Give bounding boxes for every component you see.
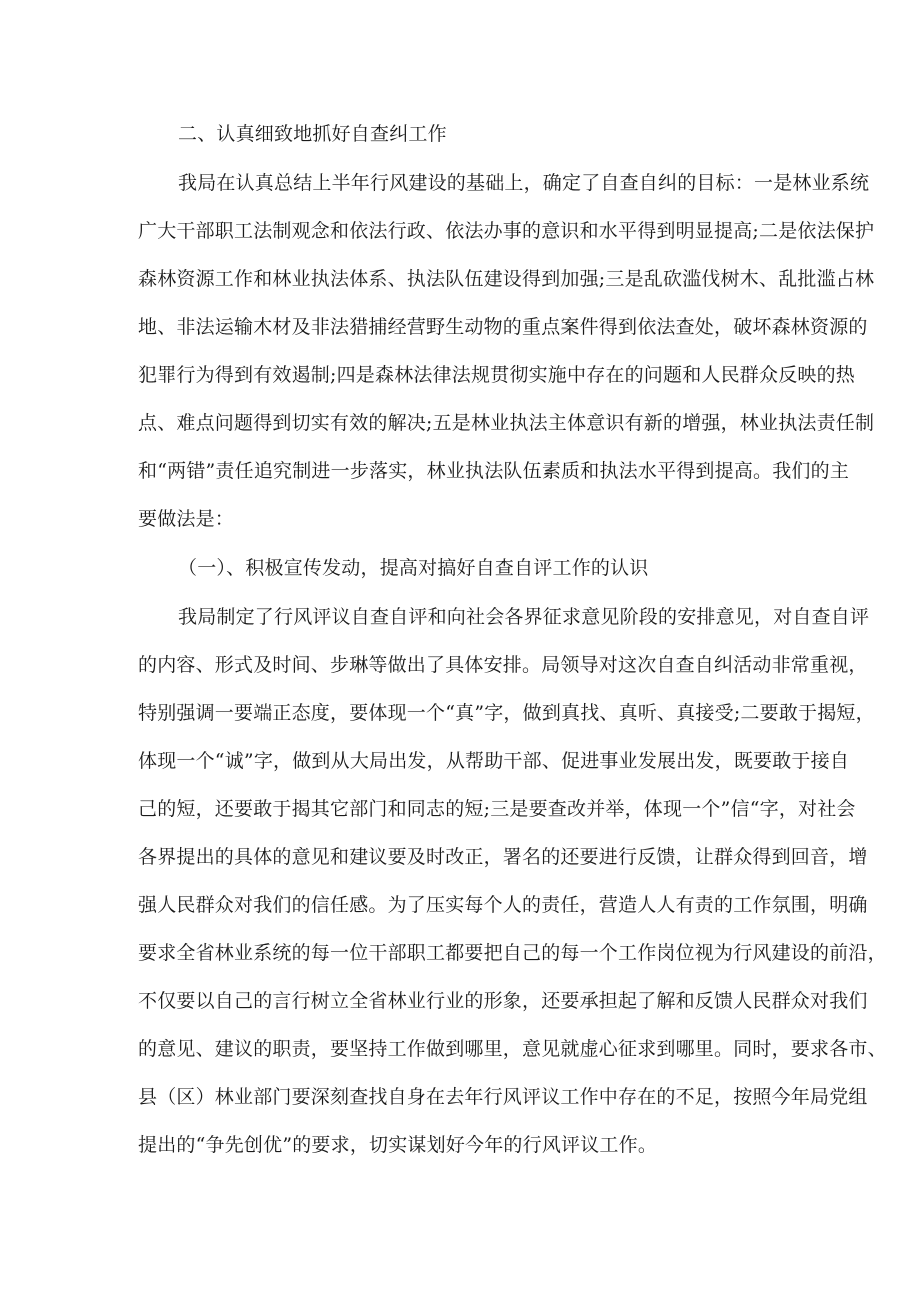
paragraph-line: 的意见、建议的职责，要坚持工作做到哪里，意见就虚心征求到哪里。同时，要求各市、 <box>138 1038 887 1060</box>
paragraph-line: 我局制定了行风评议自查自评和向社会各界征求意见阶段的安排意见，对自查自评 <box>178 606 870 628</box>
paragraph-line: 体现一个“诚”字，做到从大局出发，从帮助干部、促进事业发展出发，既要敢于接自 <box>138 750 850 772</box>
paragraph-line: 己的短，还要敢于揭其它部门和同志的短;三是要查改并举，体现一个”信“字，对社会 <box>138 798 856 820</box>
paragraph-line: 和“两错”责任追究制进一步落实，林业执法队伍素质和执法水平得到提高。我们的主 <box>138 460 850 482</box>
paragraph-line: 森林资源工作和林业执法体系、执法队伍建设得到加强;三是乱砍滥伐树木、乱批滥占林 <box>138 268 875 290</box>
paragraph-line: 要做法是： <box>138 508 235 530</box>
paragraph-line: 的内容、形式及时间、步琳等做出了具体安排。局领导对这次自查自纠活动非常重视， <box>138 654 868 676</box>
paragraph-line: 地、非法运输木材及非法猎捕经营野生动物的重点案件得到依法查处，破坏森林资源的 <box>138 316 868 338</box>
paragraph-line: 提出的“争先创优”的要求，切实谋划好今年的行风评议工作。 <box>138 1134 658 1156</box>
paragraph-line: 强人民群众对我们的信任感。为了压实每个人的责任，营造人人有责的工作氛围，明确 <box>138 894 868 916</box>
subsection-heading: （一）、积极宣传发动，提高对搞好自查自评工作的认识 <box>178 557 649 579</box>
paragraph-line: 我局在认真总结上半年行风建设的基础上，确定了自查自纠的目标：一是林业系统 <box>178 172 870 194</box>
paragraph-line: 县（区）林业部门要深刻查找自身在去年行风评议工作中存在的不足，按照今年局党组 <box>138 1086 868 1108</box>
paragraph-line: 广大干部职工法制观念和依法行政、依法办事的意识和水平得到明显提高;二是依法保护 <box>138 220 875 242</box>
paragraph-line: 要求全省林业系统的每一位干部职工都要把自己的每一个工作岗位视为行风建设的前沿， <box>138 942 887 964</box>
paragraph-line: 特别强调一要端正态度，要体现一个“真”字，做到真找、真听、真接受;二要敢于揭短， <box>138 702 875 724</box>
paragraph-line: 各界提出的具体的意见和建议要及时改正，署名的还要进行反馈，让群众得到回音，增 <box>138 846 868 868</box>
paragraph-line: 犯罪行为得到有效遏制;四是森林法律法规贯彻实施中存在的问题和人民群众反映的热 <box>138 364 856 386</box>
paragraph-line: 点、难点问题得到切实有效的解决;五是林业执法主体意识有新的增强，林业执法责任制 <box>138 412 875 434</box>
section-heading: 二、认真细致地抓好自查纠工作 <box>178 123 447 145</box>
paragraph-line: 不仅要以自己的言行树立全省林业行业的形象，还要承担起了解和反馈人民群众对我们 <box>138 990 868 1012</box>
